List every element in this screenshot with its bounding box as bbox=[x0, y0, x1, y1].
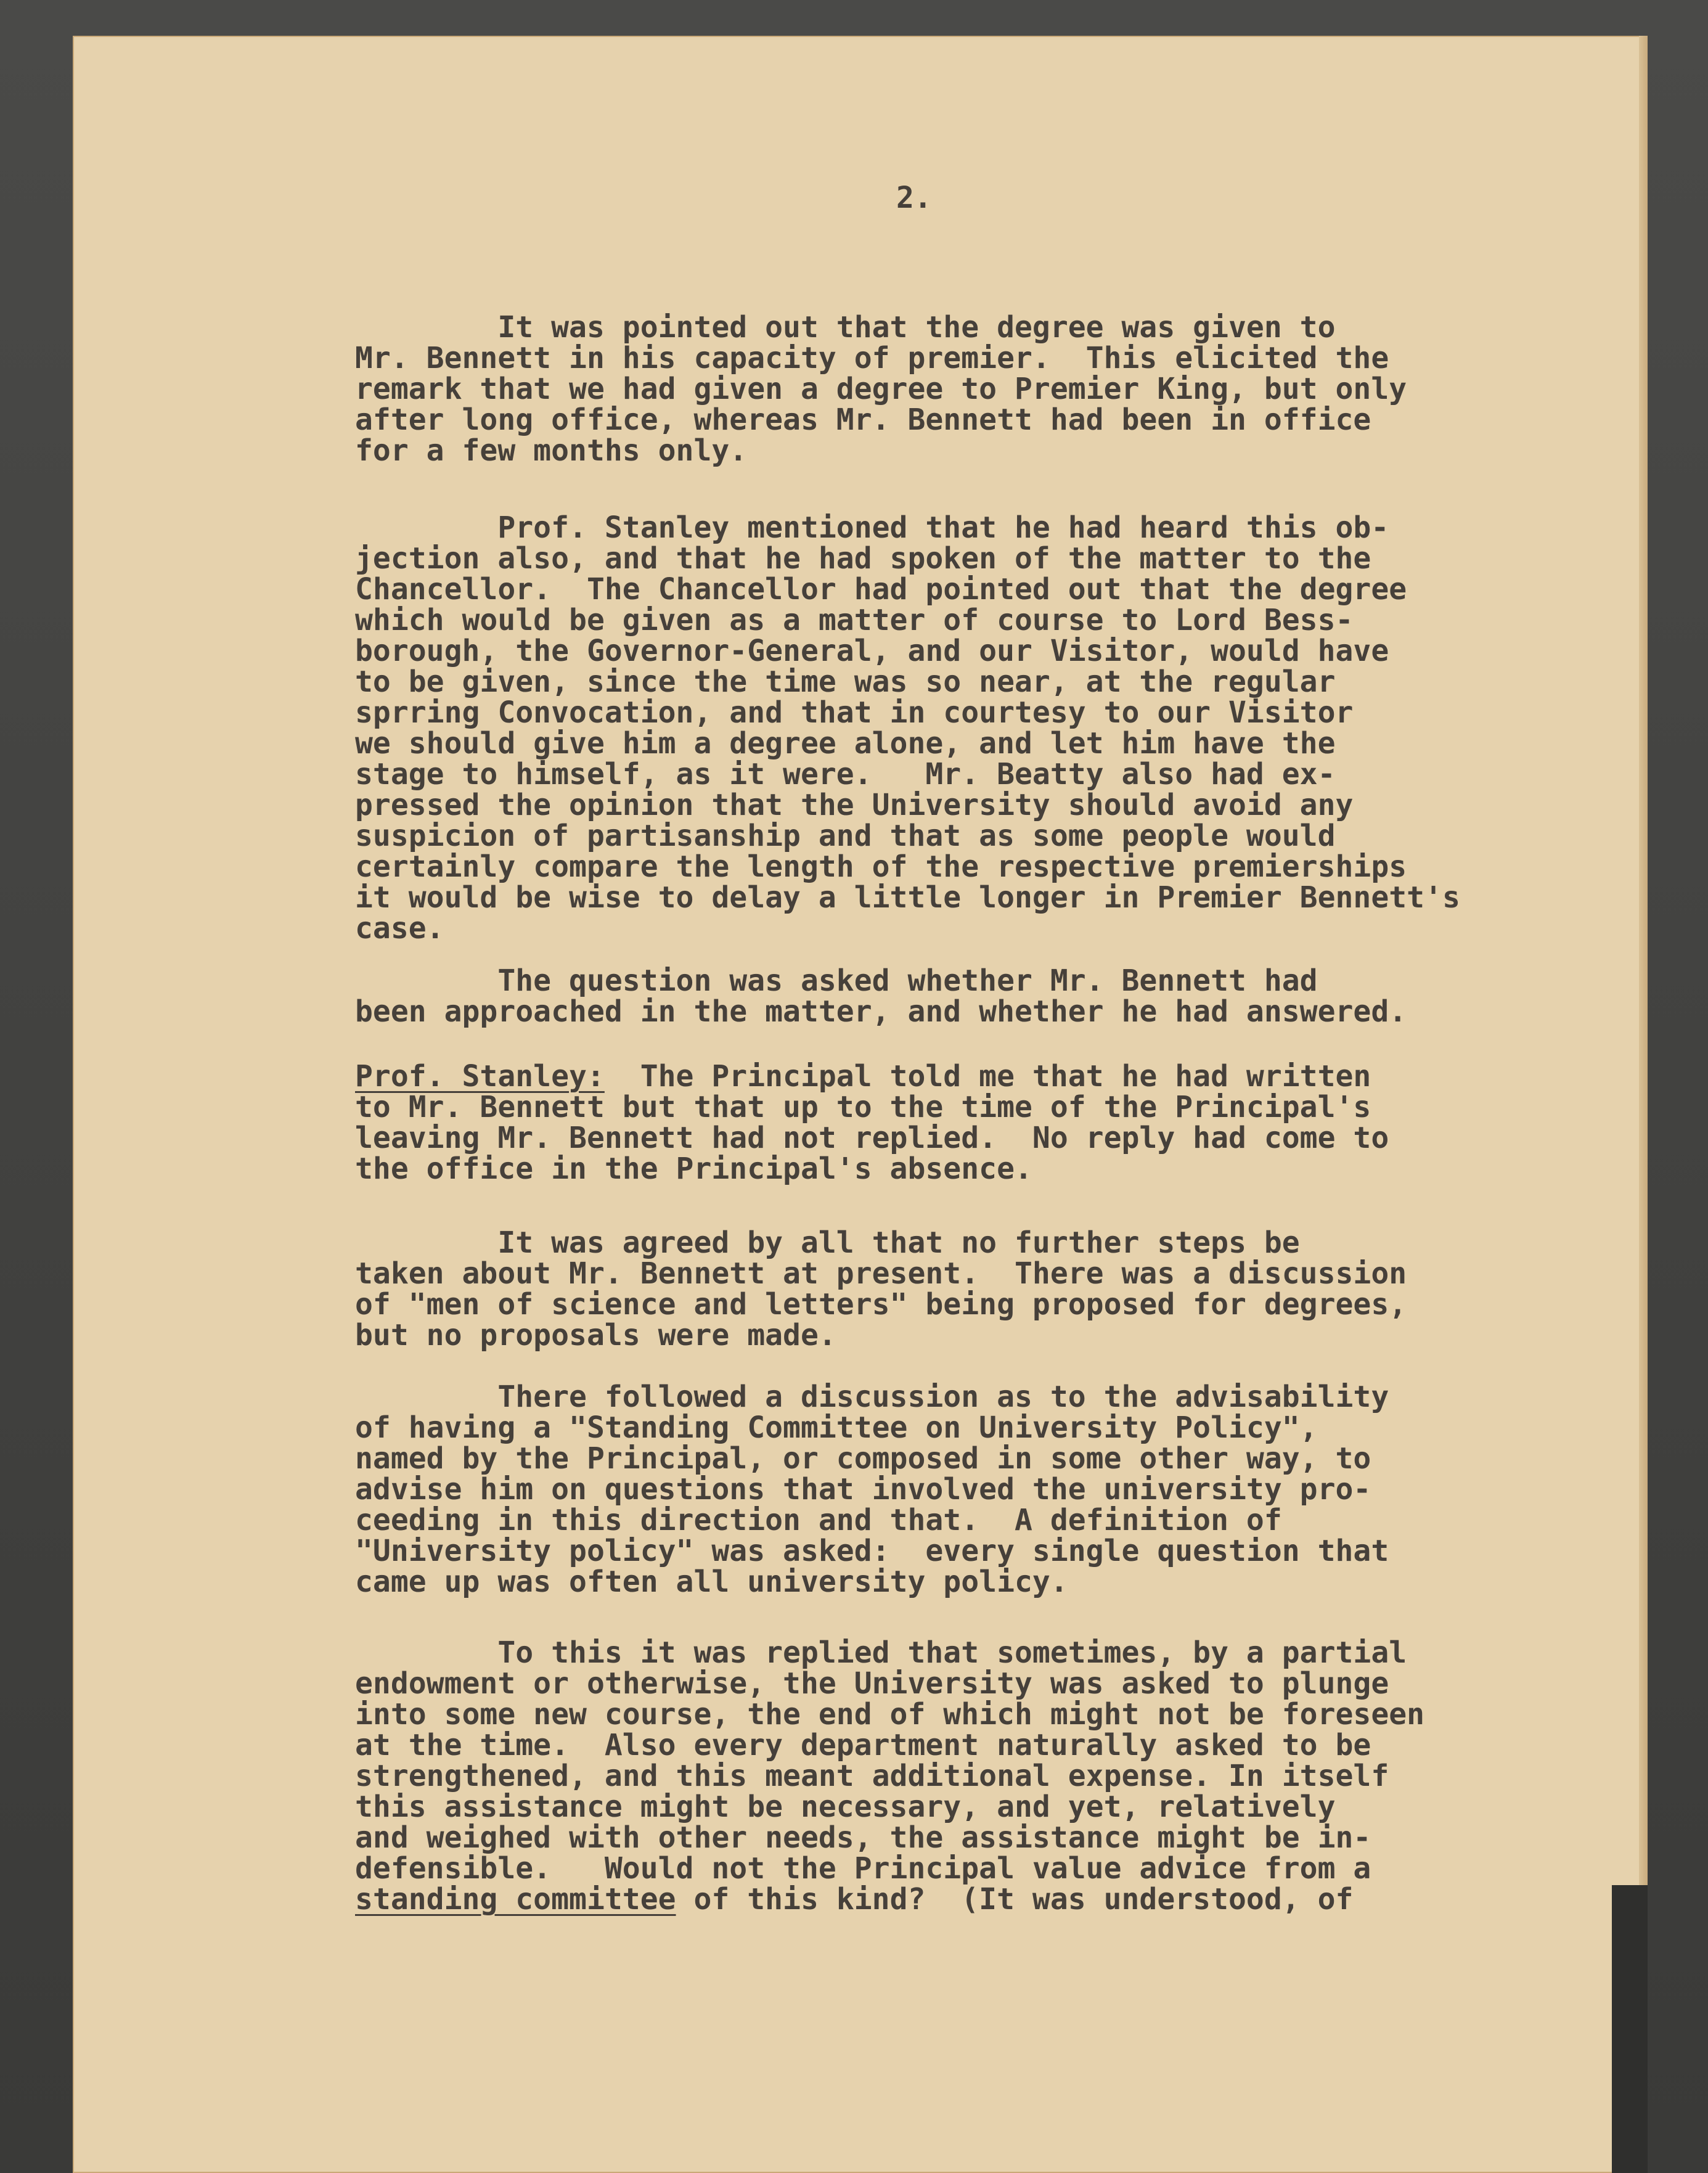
text-line bbox=[355, 572, 1407, 607]
paper-edge bbox=[1639, 36, 1648, 2173]
text-line bbox=[355, 310, 1336, 345]
text-run: case. bbox=[355, 911, 444, 946]
text-line bbox=[355, 341, 1389, 375]
text-run: leaving Mr. Bennett had not replied. No reply had come to bbox=[355, 1121, 1389, 1155]
text-run: ceeding in this direction and that. A definition of bbox=[355, 1503, 1282, 1537]
underlined-phrase: standing committee bbox=[355, 1882, 676, 1917]
text-line bbox=[355, 695, 1353, 730]
text-run: defensible. Would not the Principal value advice from a bbox=[355, 1851, 1371, 1886]
text-line bbox=[355, 665, 1336, 699]
text-run: certainly compare the length of the respective premierships bbox=[355, 849, 1407, 884]
text-line bbox=[355, 1152, 1032, 1186]
text-line bbox=[355, 510, 1389, 545]
text-line bbox=[355, 726, 1336, 761]
text-run: after long office, whereas Mr. Bennett had been in office bbox=[355, 403, 1371, 437]
text-line bbox=[355, 1226, 1300, 1260]
text-run: Prof. Stanley mentioned that he had heard this ob- bbox=[355, 510, 1389, 545]
text-run: To this it was replied that sometimes, by a partial bbox=[355, 1635, 1407, 1670]
text-run: but no proposals were made. bbox=[355, 1318, 836, 1352]
text-line bbox=[355, 1851, 1371, 1886]
text-run: There followed a discussion as to the advisability bbox=[355, 1380, 1389, 1414]
text-run: and weighed with other needs, the assistance might be in- bbox=[355, 1820, 1371, 1855]
text-run: taken about Mr. Bennett at present. There was a discussion bbox=[355, 1256, 1407, 1291]
text-run: borough, the Governor-General, and our Visitor, would have bbox=[355, 634, 1389, 668]
text-line bbox=[355, 603, 1353, 637]
text-line bbox=[355, 634, 1389, 668]
text-run: we should give him a degree alone, and let him have the bbox=[355, 726, 1336, 761]
text-line bbox=[355, 880, 1460, 915]
page-number: 2. bbox=[896, 181, 932, 215]
text-line bbox=[355, 1882, 1353, 1917]
text-line bbox=[355, 911, 444, 946]
text-run: which would be given as a matter of course to Lord Bess- bbox=[355, 603, 1354, 637]
text-line bbox=[355, 1503, 1282, 1537]
text-run: It was agreed by all that no further steps be bbox=[355, 1226, 1300, 1260]
document-page bbox=[73, 36, 1648, 2173]
text-run: it would be wise to delay a little longer in Premier Bennett's bbox=[355, 880, 1460, 915]
text-line bbox=[355, 1256, 1407, 1291]
text-run: The question was asked whether Mr. Bennett had bbox=[355, 964, 1318, 998]
text-line bbox=[355, 1121, 1389, 1155]
text-run: pressed the opinion that the University should avoid any bbox=[355, 788, 1354, 822]
text-run: at the time. Also every department naturally asked to be bbox=[355, 1728, 1371, 1762]
text-run: of "men of science and letters" being proposed for degrees, bbox=[355, 1287, 1407, 1322]
text-line bbox=[355, 1635, 1407, 1670]
text-line bbox=[355, 1820, 1371, 1855]
text-run: to Mr. Bennett but that up to the time of the Principal's bbox=[355, 1090, 1371, 1124]
text-line bbox=[355, 372, 1407, 406]
text-line bbox=[355, 1059, 1371, 1094]
text-run: endowment or otherwise, the University was asked to plunge bbox=[355, 1666, 1389, 1701]
text-run: the office in the Principal's absence. bbox=[355, 1152, 1032, 1186]
text-line bbox=[355, 849, 1407, 884]
text-run: The Principal told me that he had written bbox=[604, 1059, 1371, 1094]
text-line bbox=[355, 994, 1407, 1029]
text-line bbox=[355, 403, 1371, 437]
speaker-label: Prof. Stanley: bbox=[355, 1059, 605, 1094]
text-line bbox=[355, 1565, 1068, 1599]
text-run: named by the Principal, or composed in some other way, to bbox=[355, 1441, 1371, 1476]
text-line bbox=[355, 1287, 1407, 1322]
text-line bbox=[355, 1410, 1318, 1445]
text-line bbox=[355, 1090, 1371, 1124]
text-run: into some new course, the end of which might not be foreseen bbox=[355, 1697, 1425, 1732]
text-line bbox=[355, 819, 1336, 853]
text-run: of this kind? (It was understood, of bbox=[676, 1882, 1354, 1917]
text-line bbox=[355, 757, 1336, 792]
text-line bbox=[355, 541, 1371, 576]
text-run: strengthened, and this meant additional expense. In itself bbox=[355, 1759, 1389, 1793]
text-run: "University policy" was asked: every single question that bbox=[355, 1534, 1389, 1568]
text-run: sprring Convocation, and that in courtesy to our Visitor bbox=[355, 695, 1354, 730]
text-line bbox=[355, 1790, 1336, 1824]
text-run: It was pointed out that the degree was given to bbox=[355, 310, 1336, 345]
text-run: for a few months only. bbox=[355, 433, 748, 468]
text-run: stage to himself, as it were. Mr. Beatty also had ex- bbox=[355, 757, 1336, 792]
text-line bbox=[355, 1697, 1424, 1732]
text-run: advise him on questions that involved the university pro- bbox=[355, 1472, 1371, 1507]
torn-corner bbox=[1612, 1885, 1648, 2173]
text-line bbox=[355, 1728, 1371, 1762]
text-line bbox=[355, 788, 1353, 822]
text-run: remark that we had given a degree to Premier King, but only bbox=[355, 372, 1407, 406]
text-line bbox=[355, 1666, 1389, 1701]
text-run: to be given, since the time was so near, at the regular bbox=[355, 665, 1336, 699]
text-line bbox=[355, 433, 747, 468]
text-line bbox=[355, 1318, 836, 1352]
text-run: jection also, and that he had spoken of the matter to the bbox=[355, 541, 1371, 576]
text-line bbox=[355, 1759, 1389, 1793]
text-line bbox=[355, 964, 1318, 998]
text-run: Mr. Bennett in his capacity of premier. This elicited the bbox=[355, 341, 1389, 375]
text-run: suspicion of partisanship and that as some people would bbox=[355, 819, 1336, 853]
text-run: Chancellor. The Chancellor had pointed out that the degree bbox=[355, 572, 1407, 607]
text-run: been approached in the matter, and whether he had answered. bbox=[355, 994, 1407, 1029]
text-line bbox=[355, 1534, 1389, 1568]
text-run: came up was often all university policy. bbox=[355, 1565, 1068, 1599]
text-line bbox=[355, 1441, 1371, 1476]
text-run: this assistance might be necessary, and yet, relatively bbox=[355, 1790, 1336, 1824]
text-run: of having a "Standing Committee on University Policy", bbox=[355, 1410, 1318, 1445]
text-line bbox=[355, 1380, 1389, 1414]
text-line bbox=[355, 1472, 1371, 1507]
